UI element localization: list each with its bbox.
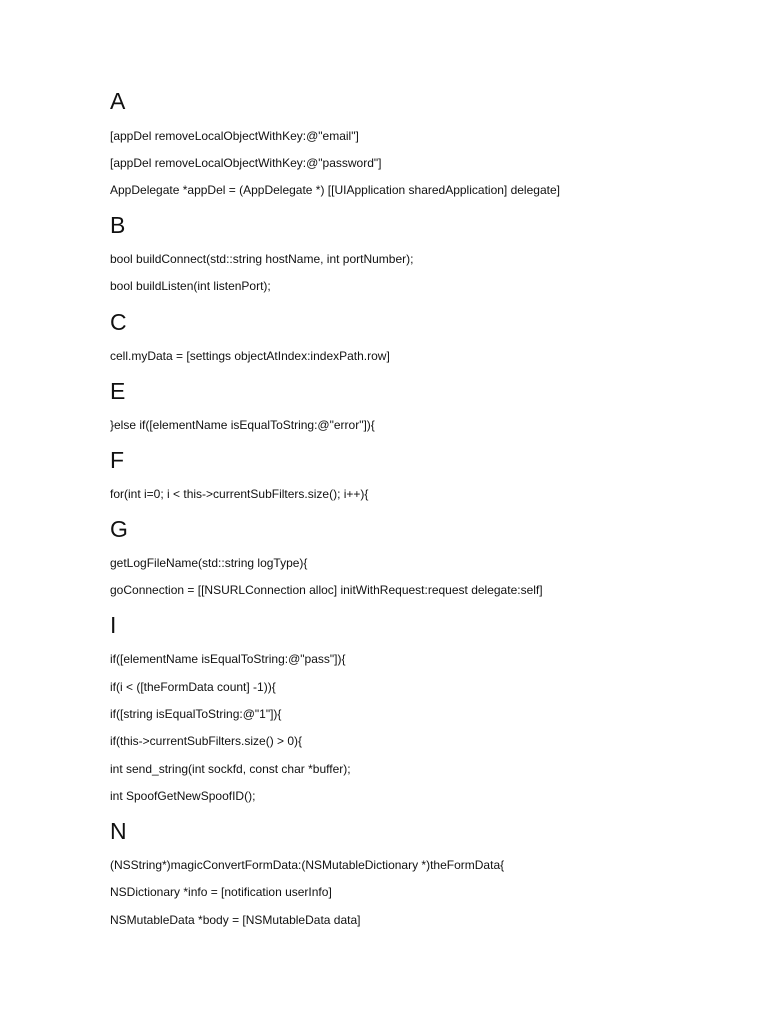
code-line: bool buildListen(int listenPort); [110,279,271,293]
section-heading-b: B [110,212,126,238]
code-line: (NSString*)magicConvertFormData:(NSMutableDictionary *)theFormData{ [110,858,505,872]
section-heading-f: F [110,447,125,473]
code-line: [appDel removeLocalObjectWithKey:@"email"] [110,129,359,143]
section-heading-g: G [110,516,128,542]
section-heading-e: E [110,378,126,404]
code-line: bool buildConnect(std::string hostName, int portNumber); [110,252,414,266]
code-line: NSDictionary *info = [notification userInfo] [110,885,332,899]
code-line: AppDelegate *appDel = (AppDelegate *) [[UIApplication sharedApplication] delegate] [110,183,560,197]
code-line: NSMutableData *body = [NSMutableData data] [110,913,361,927]
code-line: if(this->currentSubFilters.size() > 0){ [110,734,303,748]
section-heading-c: C [110,309,127,335]
code-line: getLogFileName(std::string logType){ [110,556,308,570]
code-line: if([string isEqualToString:@"1"]){ [110,707,282,721]
section-heading-a: A [110,88,126,114]
code-line: int SpoofGetNewSpoofID(); [110,789,256,803]
code-line: }else if([elementName isEqualToString:@"error"]){ [110,418,375,432]
code-line: if([elementName isEqualToString:@"pass"]){ [110,652,346,666]
code-line: int send_string(int sockfd, const char *buffer); [110,762,351,776]
code-line: if(i < ([theFormData count] -1)){ [110,680,276,694]
code-line: [appDel removeLocalObjectWithKey:@"password"] [110,156,382,170]
code-line: goConnection = [[NSURLConnection alloc] initWithRequest:request delegate:self] [110,583,543,597]
code-line: cell.myData = [settings objectAtIndex:indexPath.row] [110,349,390,363]
section-heading-i: I [110,612,117,638]
section-heading-n: N [110,818,127,844]
code-line: for(int i=0; i < this->currentSubFilters.size(); i++){ [110,487,369,501]
